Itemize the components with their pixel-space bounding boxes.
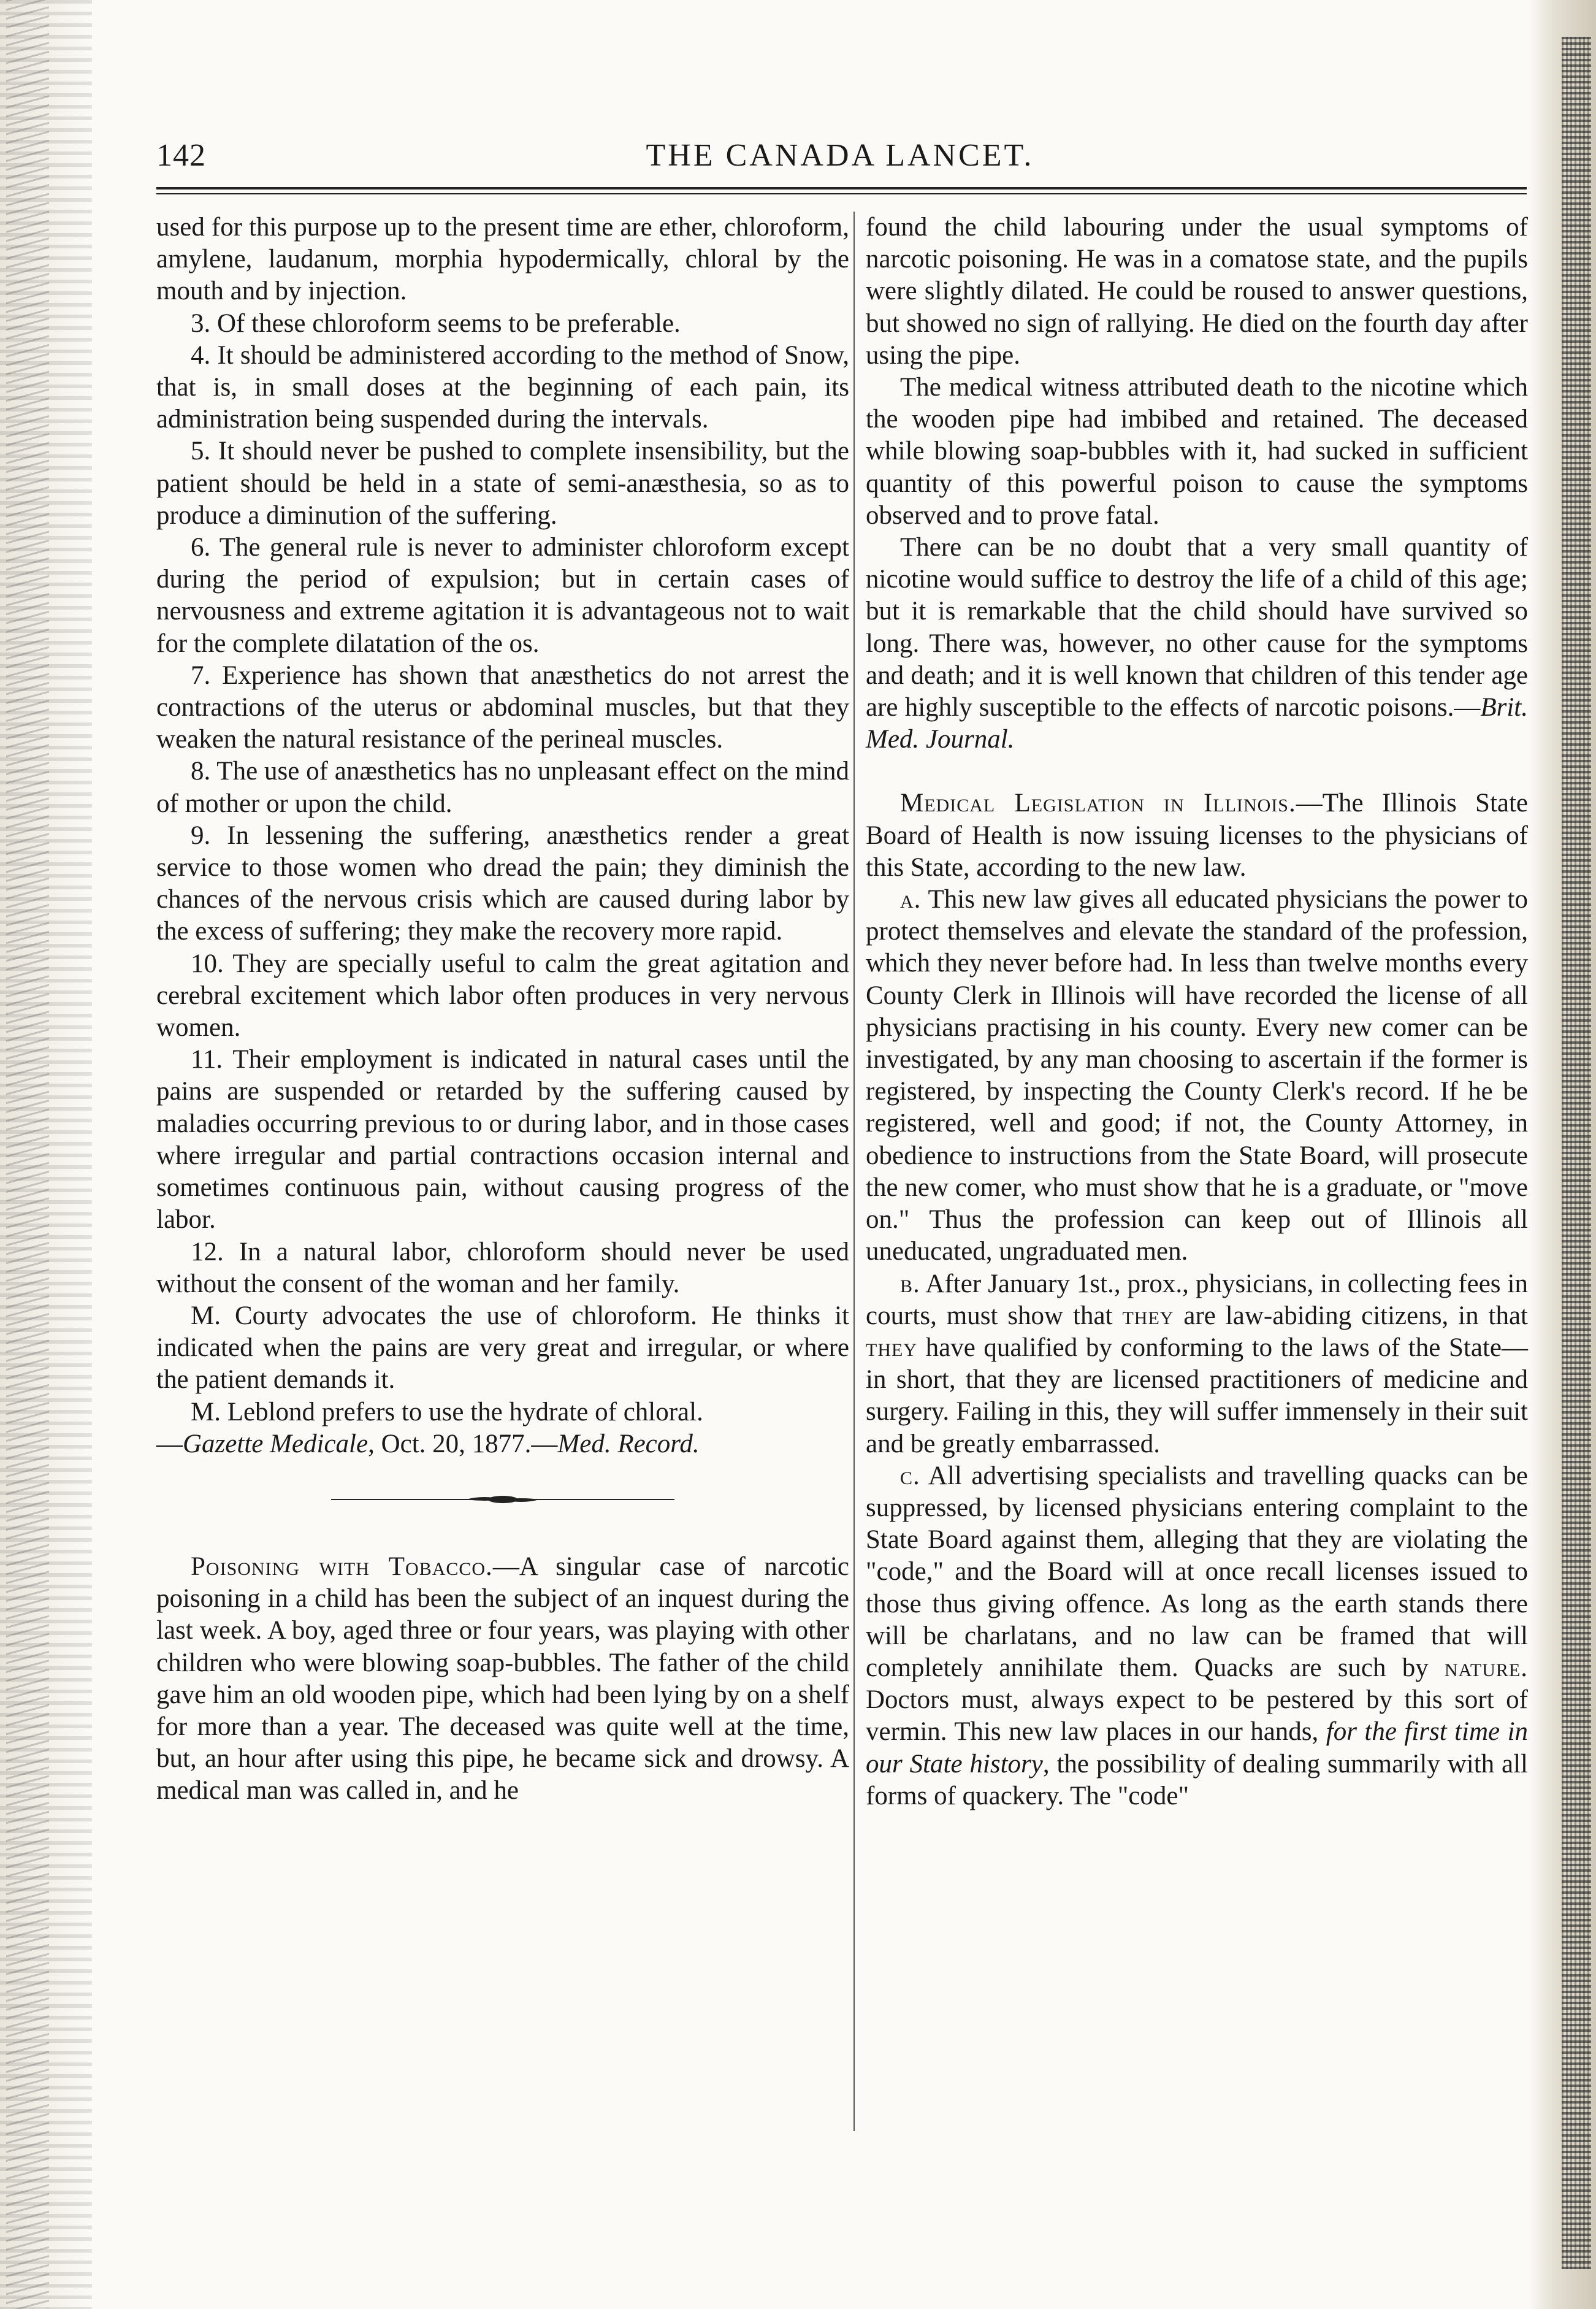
heading-poisoning-tobacco: Poisoning with Tobacco.: [191, 1552, 493, 1581]
paragraph-point-3: 3. Of these chloroform seems to be preferable.: [191, 308, 681, 338]
paragraph-legislation-intro: [866, 787, 1528, 884]
right-column: [866, 212, 1528, 1812]
text-point-c-2: Doctors must, always expect to be pestered by this sort of vermin. This new law places in our hands,: [866, 1685, 1528, 1747]
paragraph-intro-continuation: used for this purpose up to the present time are ether, chloroform, amylene, laudanum, morphia hypodermically, chloral by the mouth and by injection.: [156, 213, 849, 306]
text-point-b-1: After January 1st., prox., physicians, in collecting fees in courts, must show that: [866, 1269, 1528, 1330]
scan-left-binding-edge: [0, 0, 92, 2309]
paragraph-courty: M. Courty advocates the use of chloroform. He thinks it indicated when the pains are very great and irregular, or where the patient demands it.: [156, 1301, 849, 1395]
paragraph-poisoning-tobacco: [156, 1551, 849, 1807]
scan-right-page-edge: [1529, 0, 1596, 2309]
section-divider-ornament: [331, 1493, 674, 1506]
text-point-b-3: have qualified by conforming to the laws of the State—in short, that they are licensed practitioners of medicine and surgery. Failing in this, they will suffer immensely in their suit and be greatly embarrassed.: [866, 1333, 1528, 1458]
page-number: 142: [156, 138, 206, 173]
paragraph-point-5: 5. It should never be pushed to complete insensibility, but the patient should be held in a state of semi-anæsthesia, so as to produce a diminution of the suffering.: [156, 437, 849, 530]
paragraph-point-c: [866, 1460, 1528, 1812]
paragraph-medical-witness: The medical witness attributed death to the nicotine which the wooden pipe had imbibed and retained. The deceased while blowing soap-bubbles with it, had sucked in sufficient quantity of this powerful poison to cause the symptoms observed and to prove fatal.: [866, 373, 1528, 530]
paragraph-point-11: 11. Their employment is indicated in natural cases until the pains are suspended or retarded by the suffering caused by maladies occurring previous to or during labor, and in those cases where irregular and partial contractions occasion internal and sometimes continuous pain, without causing progress of the labor.: [156, 1045, 849, 1235]
paragraph-point-b: [866, 1268, 1528, 1460]
paragraph-leblond: M. Leblond prefers to use the hydrate of chloral.: [191, 1397, 703, 1426]
paragraph-point-a: [866, 884, 1528, 1268]
paragraph-point-12: 12. In a natural labor, chloroform should never be used without the consent of the woman and her family.: [156, 1237, 849, 1298]
journal-title: THE CANADA LANCET.: [646, 138, 1034, 173]
emphasis-nature: nature.: [1444, 1653, 1528, 1682]
citation-record: Med. Record.: [557, 1429, 700, 1458]
citation-date: , Oct. 20, 1877.—: [368, 1429, 558, 1458]
heading-medical-legislation: Medical Legislation in Illinois.: [900, 789, 1296, 818]
paragraph-no-doubt: [866, 532, 1528, 756]
text-poisoning-tobacco: —A singular case of narcotic poisoning in a child has been the subject of an inquest during the last week. A boy, aged three or four years, was playing with other children who were blowing soap-bubbles. The father of the child gave him an old wooden pipe, which had been lying by on a shelf for more than a year. The deceased was quite well at the time, but, an hour after using this pipe, he became sick and drowsy. A medical man was called in, and he: [156, 1552, 849, 1805]
emphasis-they-2: they: [866, 1333, 917, 1362]
emphasis-first-time: for the first time in our State history: [866, 1717, 1529, 1779]
paragraph-poisoning-continuation: found the child labouring under the usual symptoms of narcotic poisoning. He was in a comatose state, and the pupils were slightly dilated. He could be roused to answer questions, but showed no sign of rallying. He died on the fourth day after using the pipe.: [866, 213, 1528, 370]
text-point-b-2: are law-abiding citizens, in that: [1174, 1301, 1528, 1330]
text-no-doubt: There can be no doubt that a very small quantity of nicotine would suffice to destroy the life of a child of this age; but it is remarkable that the child should have survived so long. There was, however, no other cause for the symptoms and death; and it is well known that children of this tender age are highly susceptible to the effects of narcotic poisons.: [866, 533, 1528, 722]
text-point-c-1: All advertising specialists and travelling quacks can be suppressed, by licensed physicians entering complaint to the State Board against them, alleging that they are violating the "code," and the Board will at once recall licenses issued to those thus giving offence. As long as the earth stands there will be charlatans, and no law can be framed that will completely annihilate them. Quacks are such by: [866, 1461, 1528, 1682]
header-double-rule: [156, 187, 1527, 194]
paragraph-point-9: 9. In lessening the suffering, anæsthetics render a great service to those women who dread the pain; they diminish the chances of the nervous crisis which are caused during labor by the excess of suffering; they make the recovery more rapid.: [156, 821, 849, 946]
left-column: [156, 212, 849, 1807]
citation-line: [156, 1428, 849, 1460]
citation-bmj: Brit. Med. Journal.: [866, 693, 1528, 754]
citation-source: Gazette Medicale: [183, 1429, 368, 1458]
emphasis-they-1: they: [1122, 1301, 1174, 1330]
citation-dash-bmj: —: [1454, 693, 1481, 722]
label-b: b.: [900, 1269, 920, 1298]
paragraph-point-8: 8. The use of anæsthetics has no unpleasant effect on the mind of mother or upon the child.: [156, 757, 849, 818]
paragraph-point-7: 7. Experience has shown that anæsthetics do not arrest the contractions of the uterus or abdominal muscles, but that they weaken the natural resistance of the perineal muscles.: [156, 661, 849, 754]
paragraph-point-6: 6. The general rule is never to administer chloroform except during the period of expulsion; but in certain cases of nervousness and extreme agitation it is advantageous not to wait for the complete dilatation of the os.: [156, 533, 849, 658]
column-divider: [853, 212, 855, 2131]
text-legislation-intro: —The Illinois State Board of Health is now issuing licenses to the physicians of this State, according to the new law.: [866, 789, 1529, 882]
citation-dash: —: [156, 1429, 183, 1458]
text-point-a: This new law gives all educated physicians the power to protect themselves and elevate the standard of the profession, which they never before had. In less than twelve months every County Clerk in Illinois will have recorded the license of all physicians practising in his county. Every new comer can be investigated, by any man choosing to ascertain if the former is registered, by inspecting the County Clerk's record. If he be registered, well and good; if not, the County Attorney, in obedience to instructions from the State Board, will prosecute the new comer, who must show that he is a graduate, or "move on." Thus the profession can keep out of Illinois all uneducated, ungraduated men.: [866, 885, 1528, 1266]
label-a: a.: [900, 885, 922, 914]
text-point-c-3: , the possibility of dealing summarily with all forms of quackery. The "code": [866, 1749, 1528, 1810]
paragraph-point-10: 10. They are specially useful to calm the great agitation and cerebral excitement which labor often produces in very nervous women.: [156, 949, 849, 1043]
paragraph-point-4: 4. It should be administered according to the method of Snow, that is, in small doses at the beginning of each pain, its administration being suspended during the intervals.: [156, 340, 849, 434]
section-gap: [866, 756, 1528, 787]
page-header: [156, 134, 1524, 189]
label-c: c.: [900, 1461, 920, 1490]
